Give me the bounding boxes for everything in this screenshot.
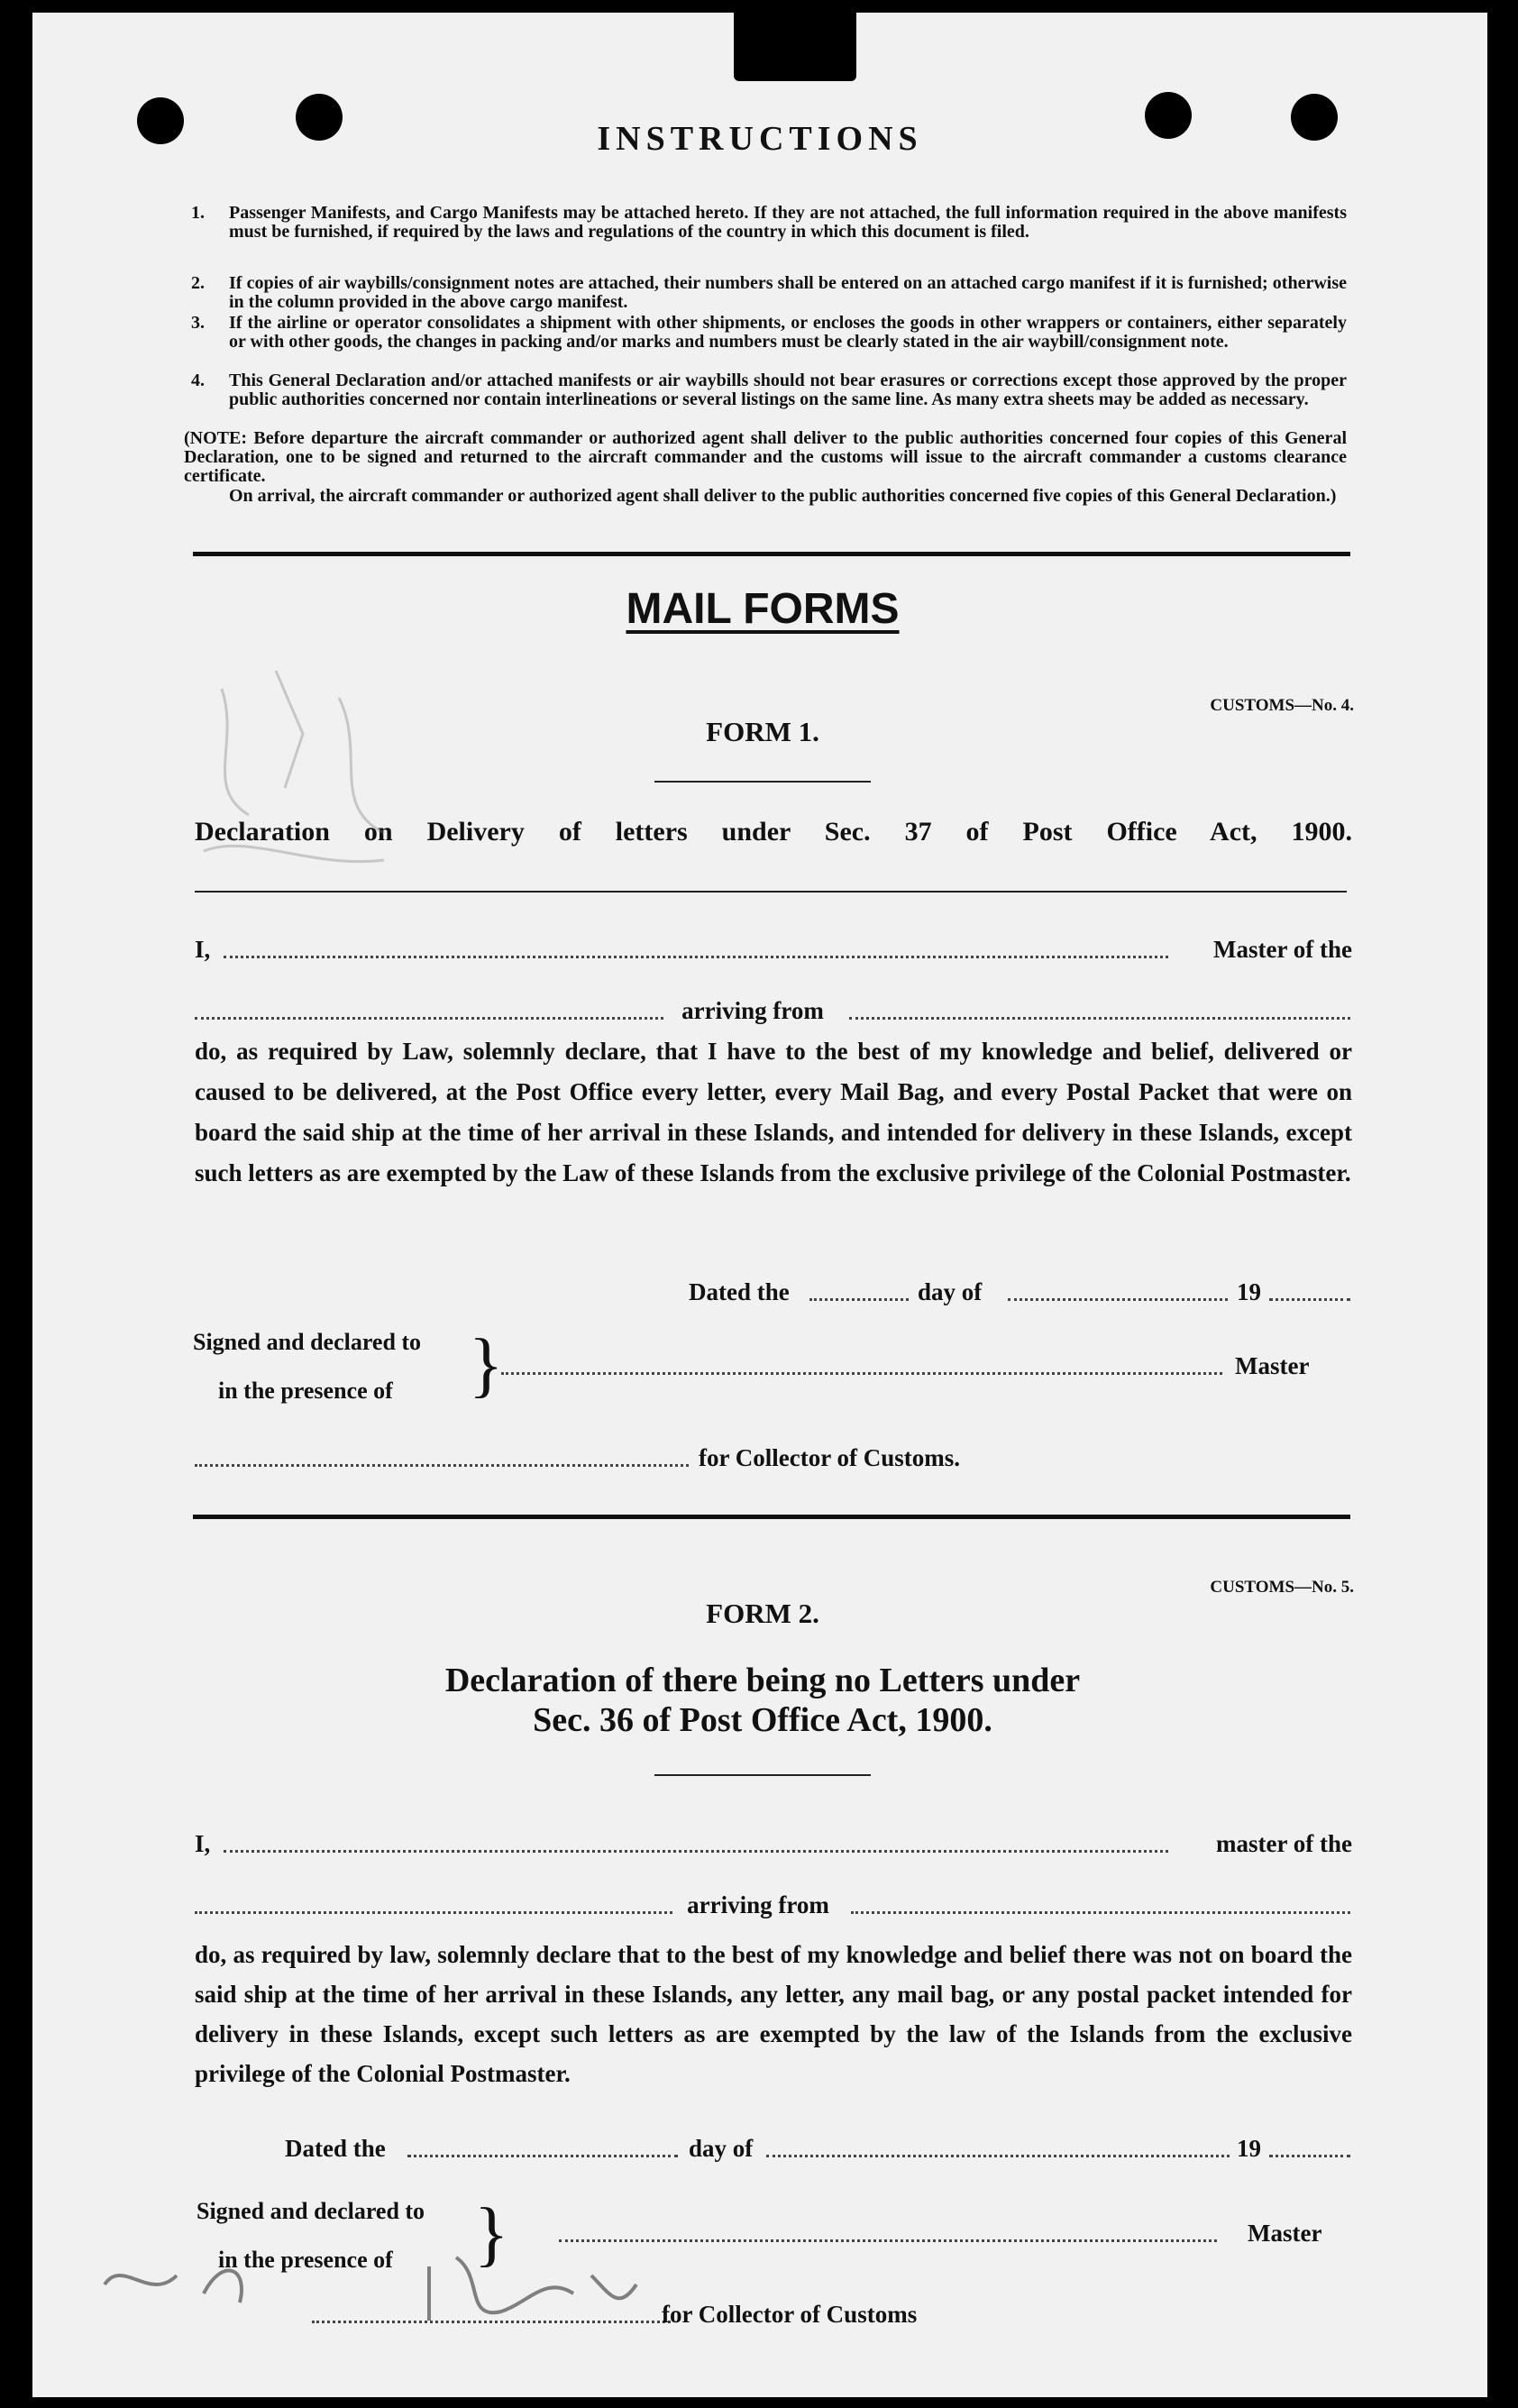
punch-hole-right-2 [1291, 94, 1338, 141]
form2-dated-the: Dated the [285, 2135, 386, 2162]
punch-hole-left-1 [137, 97, 184, 144]
form1-signed-declared: Signed and declared to [193, 1329, 422, 1355]
punch-hole-right-1 [1145, 92, 1192, 139]
form2-year-field[interactable] [1269, 2155, 1350, 2157]
form1-month-field[interactable] [1008, 1298, 1228, 1301]
form1-master-signature-field[interactable] [501, 1372, 1222, 1375]
instruction-note: (NOTE: Before departure the aircraft commander or authorized agent shall deliver to the public authorities concerned four copies of this General Declaration, one to be signed and returned to the aircraft commander and the customs will issue to the aircraft commander a customs clearance certificate. [184, 428, 1347, 486]
form2-master-name-field[interactable] [224, 1850, 1168, 1853]
instruction-text: This General Declaration and/or attached manifests or air waybills should not bear erasures or corrections except those approved by the proper public authorities concerned nor contain interlineations or several listings on the same line. As many extra sheets may be added as necessary. [229, 371, 1347, 409]
form1-day-of: day of [918, 1278, 983, 1305]
form1-collector-label: for Collector of Customs. [699, 1444, 960, 1471]
divider-middle [193, 1515, 1350, 1519]
form2-master-signature-field[interactable] [559, 2239, 1217, 2242]
form2-master-of-the: master of the [1216, 1830, 1352, 1857]
handwritten-signature-mark [87, 2221, 645, 2330]
form2-title-rule [654, 1774, 871, 1776]
instruction-number: 2. [191, 273, 205, 293]
form2-title: FORM 2. [706, 1598, 819, 1629]
form1-ship-name-field[interactable] [195, 1017, 663, 1020]
form2-month-field[interactable] [766, 2155, 1230, 2157]
form2-heading-line1: Declaration of there being no Letters under [444, 1662, 1081, 1699]
form2-day-of: day of [689, 2135, 754, 2162]
form1-master-of-the: Master of the [1213, 936, 1352, 963]
form2-arriving-from-field[interactable] [851, 1911, 1350, 1914]
form2-arriving-from: arriving from [687, 1891, 829, 1918]
form1-body: do, as required by Law, solemnly declare, that I have to the best of my knowledge and belief, delivered or caused to be delivered, at the Post Office every letter, every Mail Bag, and every Postal Packet that were on board the said ship at the time of her arrival in these Islands, and intended for delivery in these Islands, except such letters as are exempted by the Law of these Islands from the exclusive privilege of the Colonial Postmaster. [195, 1038, 1352, 1186]
instruction-number: 3. [191, 313, 205, 333]
form1-master-label: Master [1235, 1352, 1310, 1379]
form1-collector-signature-field[interactable] [195, 1464, 689, 1467]
form1-year-field[interactable] [1269, 1298, 1350, 1301]
form1-presence-of: in the presence of [218, 1378, 393, 1404]
form2-body: do, as required by law, solemnly declare that to the best of my knowledge and belief there was not on board the said ship at the time of her arrival in these Islands, any letter, any mail bag, or any postal packet intended for delivery in these Islands, except such letters as are exempted by the law of the Islands from the exclusive privilege of the Colonial Postmaster. [195, 1941, 1352, 2087]
instruction-note-arrival: On arrival, the aircraft commander or authorized agent shall deliver to the public authorities concerned five copies of this General Declaration.) [229, 486, 1337, 506]
instruction-number: 1. [191, 203, 205, 223]
instruction-number: 4. [191, 371, 205, 390]
instruction-text: Passenger Manifests, and Cargo Manifests may be attached hereto. If they are not attached, the full information required in the above manifests must be furnished, if required by the laws and regulations of the country in which this document is filed. [229, 203, 1347, 242]
form2-year-prefix: 19 [1237, 2135, 1261, 2162]
form2-brace: } [474, 2194, 509, 2274]
form1-brace: } [469, 1325, 504, 1405]
instructions-title: INSTRUCTIONS [597, 120, 923, 158]
form2-i-label: I, [195, 1830, 211, 1857]
form2-master-label: Master [1248, 2220, 1322, 2247]
form1-i-label: I, [195, 936, 211, 963]
form1-dated-the: Dated the [689, 1278, 790, 1305]
divider-top [193, 552, 1350, 556]
faint-handwriting-mark [168, 635, 456, 905]
form1-arriving-from: arriving from [681, 997, 824, 1024]
form1-title: FORM 1. [706, 716, 819, 747]
form2-presence-of: in the presence of [218, 2247, 393, 2273]
form1-title-rule [654, 781, 871, 783]
form1-year-prefix: 19 [1237, 1278, 1261, 1305]
form-page [32, 13, 1487, 2397]
form2-customs-number: CUSTOMS—No. 5. [1210, 1578, 1354, 1597]
form1-master-name-field[interactable] [224, 956, 1168, 958]
punch-hole-left-2 [296, 94, 343, 141]
mail-forms-title: MAIL FORMS [626, 585, 900, 633]
form2-collector-label: for Collector of Customs [662, 2301, 918, 2328]
form2-ship-name-field[interactable] [195, 1911, 672, 1914]
form2-heading-line2: Sec. 36 of Post Office Act, 1900. [533, 1701, 992, 1739]
form2-date-day-field[interactable] [407, 2155, 678, 2157]
form1-arriving-from-field[interactable] [849, 1017, 1350, 1020]
binder-tab [734, 13, 856, 81]
instructions-list [184, 203, 1350, 564]
form2-signed-declared: Signed and declared to [197, 2198, 425, 2224]
form1-heading: Declaration on Delivery of letters under Sec. 37 of Post Office Act, 1900. [195, 817, 1352, 847]
form1-customs-number: CUSTOMS—No. 4. [1210, 696, 1354, 715]
form1-date-day-field[interactable] [809, 1298, 909, 1301]
instruction-text: If the airline or operator consolidates a shipment with other shipments, or encloses the goods in other wrappers or containers, either separately or with other goods, the changes in packing and/or marks and numbers must be clearly stated in the air waybill/consignment note. [229, 313, 1347, 352]
instruction-text: If copies of air waybills/consignment notes are attached, their numbers shall be entered on an attached cargo manifest if it is furnished; otherwise in the column provided in the above cargo manifest. [229, 273, 1347, 312]
